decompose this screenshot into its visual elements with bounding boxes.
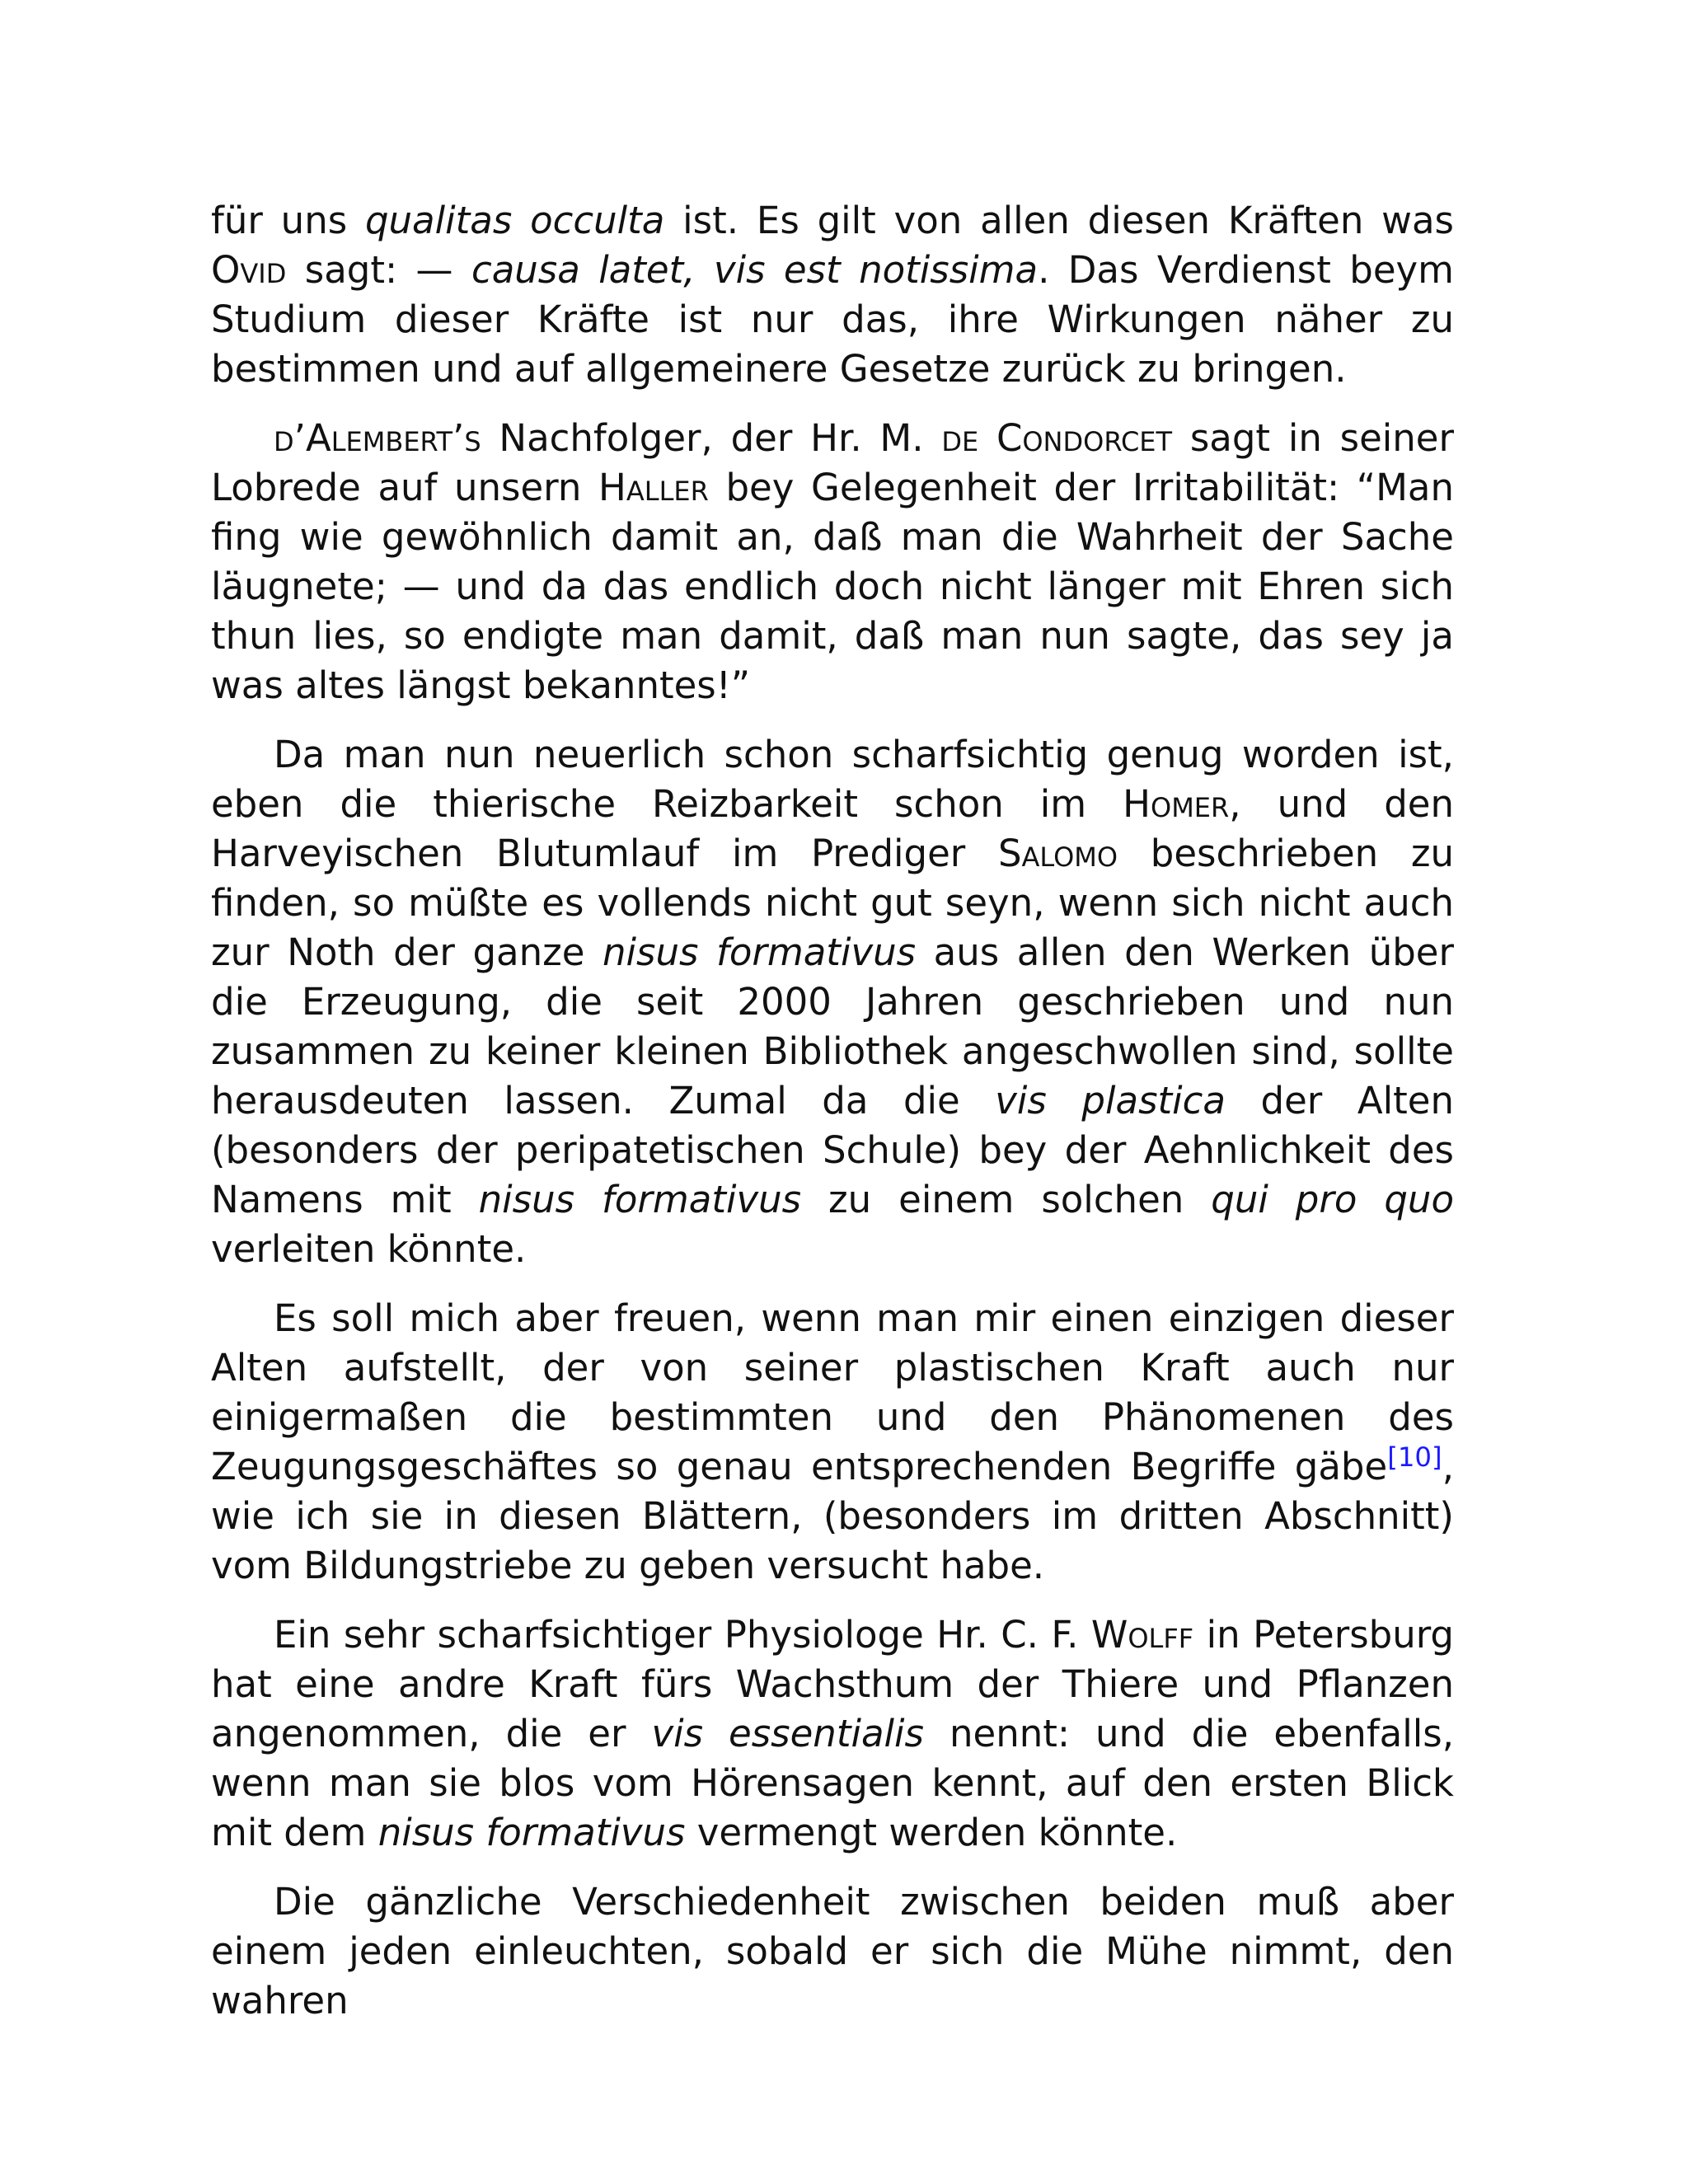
text-run: ist. Es gilt von allen diesen Kräften was	[664, 199, 1454, 242]
text-run: , und den Harveyischen Blutumlauf im Prediger	[211, 782, 1454, 875]
person-name: Wolff	[1090, 1613, 1194, 1657]
person-name: Salomo	[997, 832, 1118, 875]
text-run: beschrieben zu finden, so müßte es vollends nicht gut seyn, wenn sich nicht auch zur Noth der ganze	[211, 832, 1454, 974]
text-run: bey Gelegenheit der Irritabilität: “Man fing wie gewöhnlich damit an, daß man die Wahrheit der Sache läugnete; — und da das endlich doch nicht länger mit Ehren sich thun lies, so endigte man damit, daß man nun sagte, das sey ja was altes längst bekanntes!”	[211, 466, 1455, 707]
paragraph-3	[211, 730, 1454, 1274]
text-run: , wie ich sie in diesen Blättern, (besonders im dritten Abschnitt) vom Bildungstriebe zu geben versucht habe.	[211, 1445, 1454, 1587]
text-run: Ein sehr scharfsichtiger Physiologe Hr. C. F.	[274, 1613, 1091, 1657]
latin-term: qualitas occulta	[364, 199, 665, 242]
text-run: sagt: —	[286, 248, 471, 292]
paragraph-2	[211, 414, 1454, 710]
text-run: der Alten (besonders der peripatetischen Schule) bey der Aehnlichkeit des Namens mit	[211, 1079, 1454, 1221]
person-name: Ovid	[211, 248, 287, 292]
text-run: für uns	[211, 199, 365, 242]
latin-term: vis essentialis	[651, 1712, 925, 1755]
text-run: . Das Verdienst beym Studium dieser Kräfte ist nur das, ihre Wirkungen näher zu bestimmen und auf allgemeinere Gesetze zurück zu bringen.	[211, 248, 1454, 391]
text-run: Es soll mich aber freuen, wenn man mir einen einzigen dieser Alten aufstellt, der von seiner plastischen Kraft auch nur einigermaßen die bestimmten und den Phänomenen des Zeugungsgeschäftes so genau entsprechenden Begriffe gäbe	[211, 1296, 1454, 1488]
text-run: vermengt werden könnte.	[685, 1811, 1178, 1854]
person-name: Homer	[1123, 782, 1230, 826]
text-run: nennt: und die ebenfalls, wenn man sie blos vom Hörensagen kennt, auf den ersten Blick mit dem	[211, 1712, 1454, 1854]
person-name: d’Alembert’s	[274, 416, 481, 460]
text-run: aus allen den Werken über die Erzeugung, die seit 2000 Jahren geschrieben und nun zusammen zu keiner kleinen Bibliothek angeschwollen sind, sollte herausdeuten lassen. Zumal da die	[211, 930, 1454, 1122]
text-run: Nachfolger, der Hr. M.	[481, 416, 942, 460]
text-run: in Petersburg hat eine andre Kraft fürs Wachsthum der Thiere und Pflanzen angenommen, die er	[211, 1613, 1454, 1755]
latin-term: nisus formativus	[478, 1178, 802, 1221]
page-body	[211, 196, 1454, 2046]
person-name: de Condorcet	[941, 416, 1173, 460]
latin-term: nisus formativus	[603, 930, 917, 974]
text-run: Da man nun neuerlich schon scharfsichtig genug worden ist, eben die thierische Reizbarkeit schon im	[211, 733, 1454, 826]
text-run: verleiten könnte.	[211, 1227, 527, 1271]
text-run: Die gänzliche Verschiedenheit zwischen beiden muß aber einem jeden einleuchten, sobald er sich die Mühe nimmt, den wahren	[211, 1880, 1454, 2022]
paragraph-1	[211, 196, 1454, 394]
latin-term: qui pro quo	[1211, 1178, 1454, 1221]
paragraph-5	[211, 1610, 1454, 1858]
latin-term: causa latet, vis est notissima	[471, 248, 1039, 292]
text-run: sagt in seiner Lobrede auf unsern	[211, 416, 1454, 509]
paragraph-4	[211, 1294, 1454, 1591]
latin-term: vis plastica	[995, 1079, 1226, 1122]
text-run: zu einem solchen	[801, 1178, 1212, 1221]
person-name: Haller	[598, 466, 709, 509]
latin-term: nisus formativus	[377, 1811, 686, 1854]
paragraph-6	[211, 1877, 1454, 2026]
footnote-link[interactable]: [10]	[1387, 1441, 1442, 1473]
